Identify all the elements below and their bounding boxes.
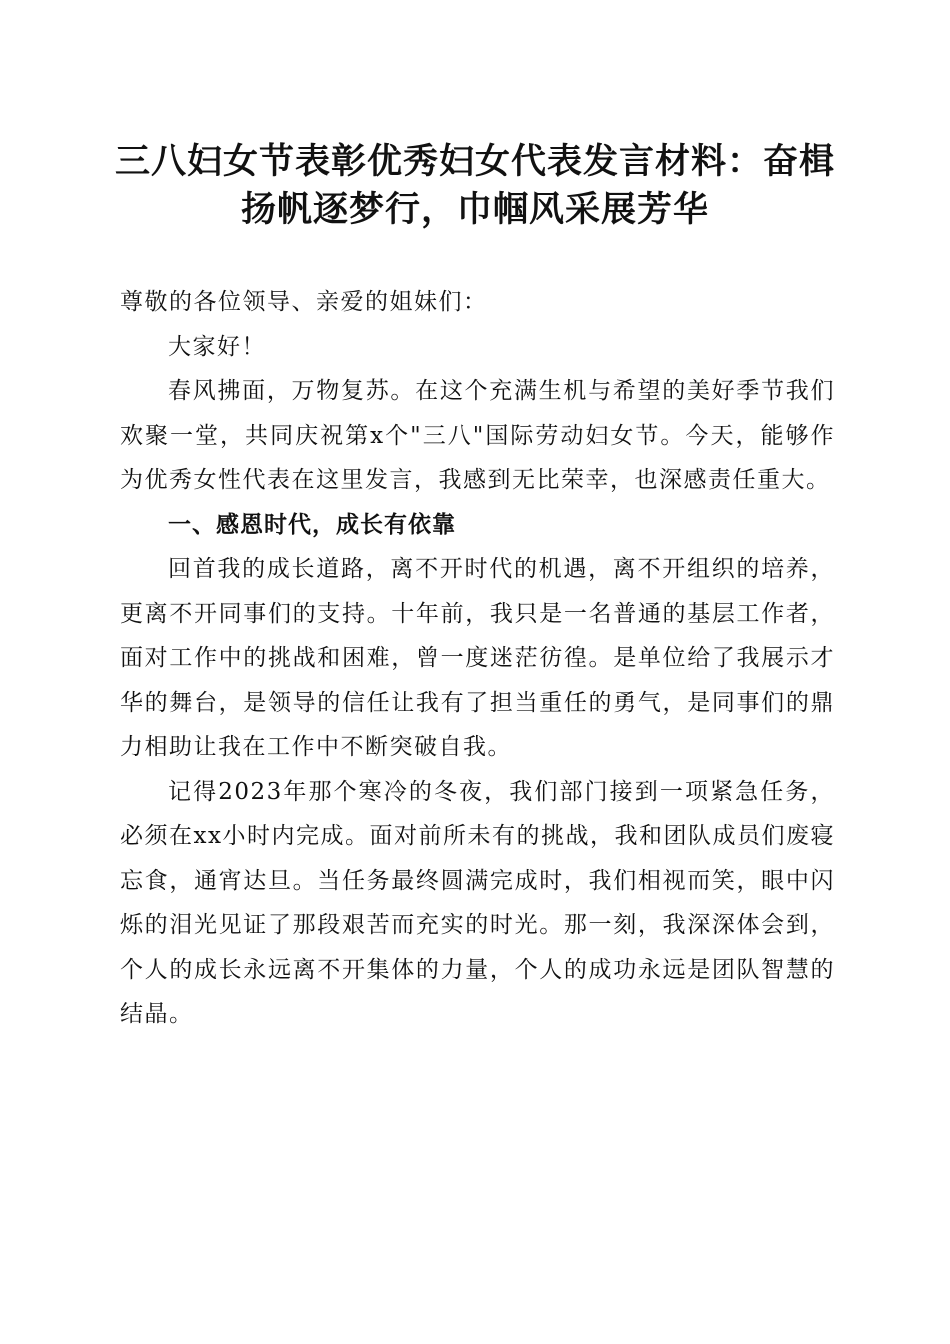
paragraph-memory: 记得2023年那个寒冷的冬夜，我们部门接到一项紧急任务，必须在xx小时内完成。面对前所未有的挑战，我和团队成员们废寝忘食，通宵达旦。当任务最终圆满完成时，我们相视而笑，眼中闪烁的泪光见证了那段艰苦而充实的时光。那一刻，我深深体会到，个人的成长永远离不开集体的力量，个人的成功永远是团队智慧的结晶。 <box>120 778 835 1027</box>
title-line-1: 三八妇女节表彰优秀妇女代表发言材料：奋楫 <box>114 141 835 182</box>
section-heading-1: 一、感恩时代，成长有依靠 <box>168 511 456 538</box>
paragraph-growth: 回首我的成长道路，离不开时代的机遇，离不开组织的培养，更离不开同事们的支持。十年前，我只是一名普通的基层工作者，面对工作中的挑战和困难，曾一度迷茫彷徨。是单位给了我展示才华的舞台，是领导的信任让我有了担当重任的勇气，是同事们的鼎力相助让我在工作中不断突破自我。 <box>120 556 835 760</box>
document-title <box>100 138 850 234</box>
title-line-2: 扬帆逐梦行，巾帼风采展芳华 <box>240 189 709 230</box>
paragraph-intro: 春风拂面，万物复苏。在这个充满生机与希望的美好季节我们欢聚一堂，共同庆祝第x个"三八"国际劳动妇女节。今天，能够作为优秀女性代表在这里发言，我感到无比荣幸，也深感责任重大。 <box>120 378 835 493</box>
document-body <box>120 280 835 1037</box>
greeting: 大家好！ <box>168 333 266 360</box>
salutation: 尊敬的各位领导、亲爱的姐妹们： <box>120 289 488 315</box>
